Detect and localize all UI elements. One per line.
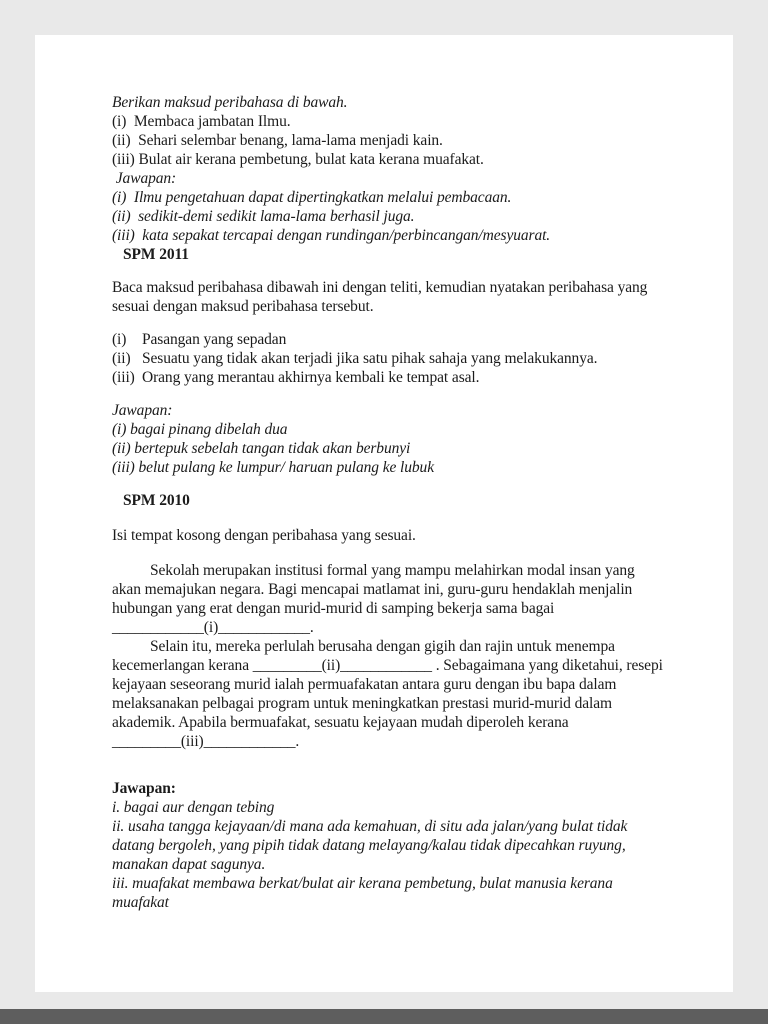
answer-line: i. bagai aur dengan tebing xyxy=(112,799,275,816)
section-spm-2010 xyxy=(112,526,677,912)
question-line: (iii) Bulat air kerana pembetung, bulat kata kerana muafakat. xyxy=(112,151,484,168)
paragraph-line: melaksanakan pelbagai program untuk meningkatkan prestasi murid-murid dalam xyxy=(112,695,612,712)
list-item xyxy=(112,368,677,387)
instruction-line: Baca maksud peribahasa dibawah ini dengan teliti, kemudian nyatakan peribahasa yang xyxy=(112,279,648,296)
paragraph-line: kejayaan seseorang murid ialah permuafakatan antara guru dengan ibu bapa dalam xyxy=(112,676,617,693)
paragraph-line: _________(iii)____________. xyxy=(112,733,300,750)
page-gap-band xyxy=(0,1009,768,1024)
answer-line: (ii) bertepuk sebelah tangan tidak akan berbunyi xyxy=(112,440,411,457)
paragraph-line: hubungan yang erat dengan murid-murid di samping bekerja sama bagai xyxy=(112,600,555,617)
jawapan-label: Jawapan: xyxy=(112,402,173,419)
jawapan-label: Jawapan: xyxy=(112,780,176,797)
instruction-line: sesuai dengan maksud peribahasa tersebut. xyxy=(112,298,374,315)
list-item xyxy=(112,349,677,368)
question-line: (i) Membaca jambatan Ilmu. xyxy=(112,113,291,130)
answer-line: (iii) kata sepakat tercapai dengan rundingan/perbincangan/mesyuarat. xyxy=(112,227,551,244)
answer-line: (i) Ilmu pengetahuan dapat dipertingkatkan melalui pembacaan. xyxy=(112,189,512,206)
section-intro-exercise xyxy=(112,93,677,245)
exercise-instruction: Berikan maksud peribahasa di bawah. xyxy=(112,94,348,111)
jawapan-label: Jawapan: xyxy=(112,170,177,187)
list-marker: (ii) xyxy=(112,350,131,367)
list-item-text: Pasangan yang sepadan xyxy=(142,331,287,348)
list-marker: (i) xyxy=(112,331,127,348)
answer-line: ii. usaha tangga kejayaan/di mana ada kemahuan, di situ ada jalan/yang bulat tidak xyxy=(112,818,628,835)
paragraph-line: kecemerlangan kerana _________(ii)____________ . Sebagaimana yang diketahui, resepi xyxy=(112,657,663,674)
spm-2010-heading: SPM 2010 xyxy=(123,492,190,509)
spm-2011-heading: SPM 2011 xyxy=(123,246,189,263)
answer-line: muafakat xyxy=(112,894,169,911)
paragraph-line: Selain itu, mereka perlulah berusaha dengan gigih dan rajin untuk menempa xyxy=(150,638,615,655)
answer-line: (ii) sedikit-demi sedikit lama-lama berhasil juga. xyxy=(112,208,415,225)
document-page xyxy=(35,35,733,992)
fill-in-paragraph xyxy=(112,561,677,751)
list-item xyxy=(112,330,677,349)
list-item-text: Sesuatu yang tidak akan terjadi jika satu pihak sahaja yang melakukannya. xyxy=(142,350,598,367)
answer-line: (iii) belut pulang ke lumpur/ haruan pulang ke lubuk xyxy=(112,459,434,476)
instruction-line: Isi tempat kosong dengan peribahasa yang sesuai. xyxy=(112,527,416,544)
paragraph-line: akademik. Apabila bermuafakat, sesuatu kejayaan mudah diperoleh kerana xyxy=(112,714,569,731)
list-item-text: Orang yang merantau akhirnya kembali ke tempat asal. xyxy=(142,369,480,386)
paragraph-line: ____________(i)____________. xyxy=(112,619,314,636)
section-spm-2011 xyxy=(112,278,677,477)
answer-line: manakan dapat sagunya. xyxy=(112,856,266,873)
answer-line: datang bergoleh, yang pipih tidak datang melayang/kalau tidak dipecahkan ruyung, xyxy=(112,837,626,854)
question-line: (ii) Sehari selembar benang, lama-lama menjadi kain. xyxy=(112,132,443,149)
paragraph-line: Sekolah merupakan institusi formal yang mampu melahirkan modal insan yang xyxy=(150,562,635,579)
answer-line: (i) bagai pinang dibelah dua xyxy=(112,421,288,438)
answer-line: iii. muafakat membawa berkat/bulat air kerana pembetung, bulat manusia kerana xyxy=(112,875,613,892)
list-marker: (iii) xyxy=(112,369,135,386)
paragraph-line: akan memajukan negara. Bagi mencapai matlamat ini, guru-guru hendaklah menjalin xyxy=(112,581,633,598)
